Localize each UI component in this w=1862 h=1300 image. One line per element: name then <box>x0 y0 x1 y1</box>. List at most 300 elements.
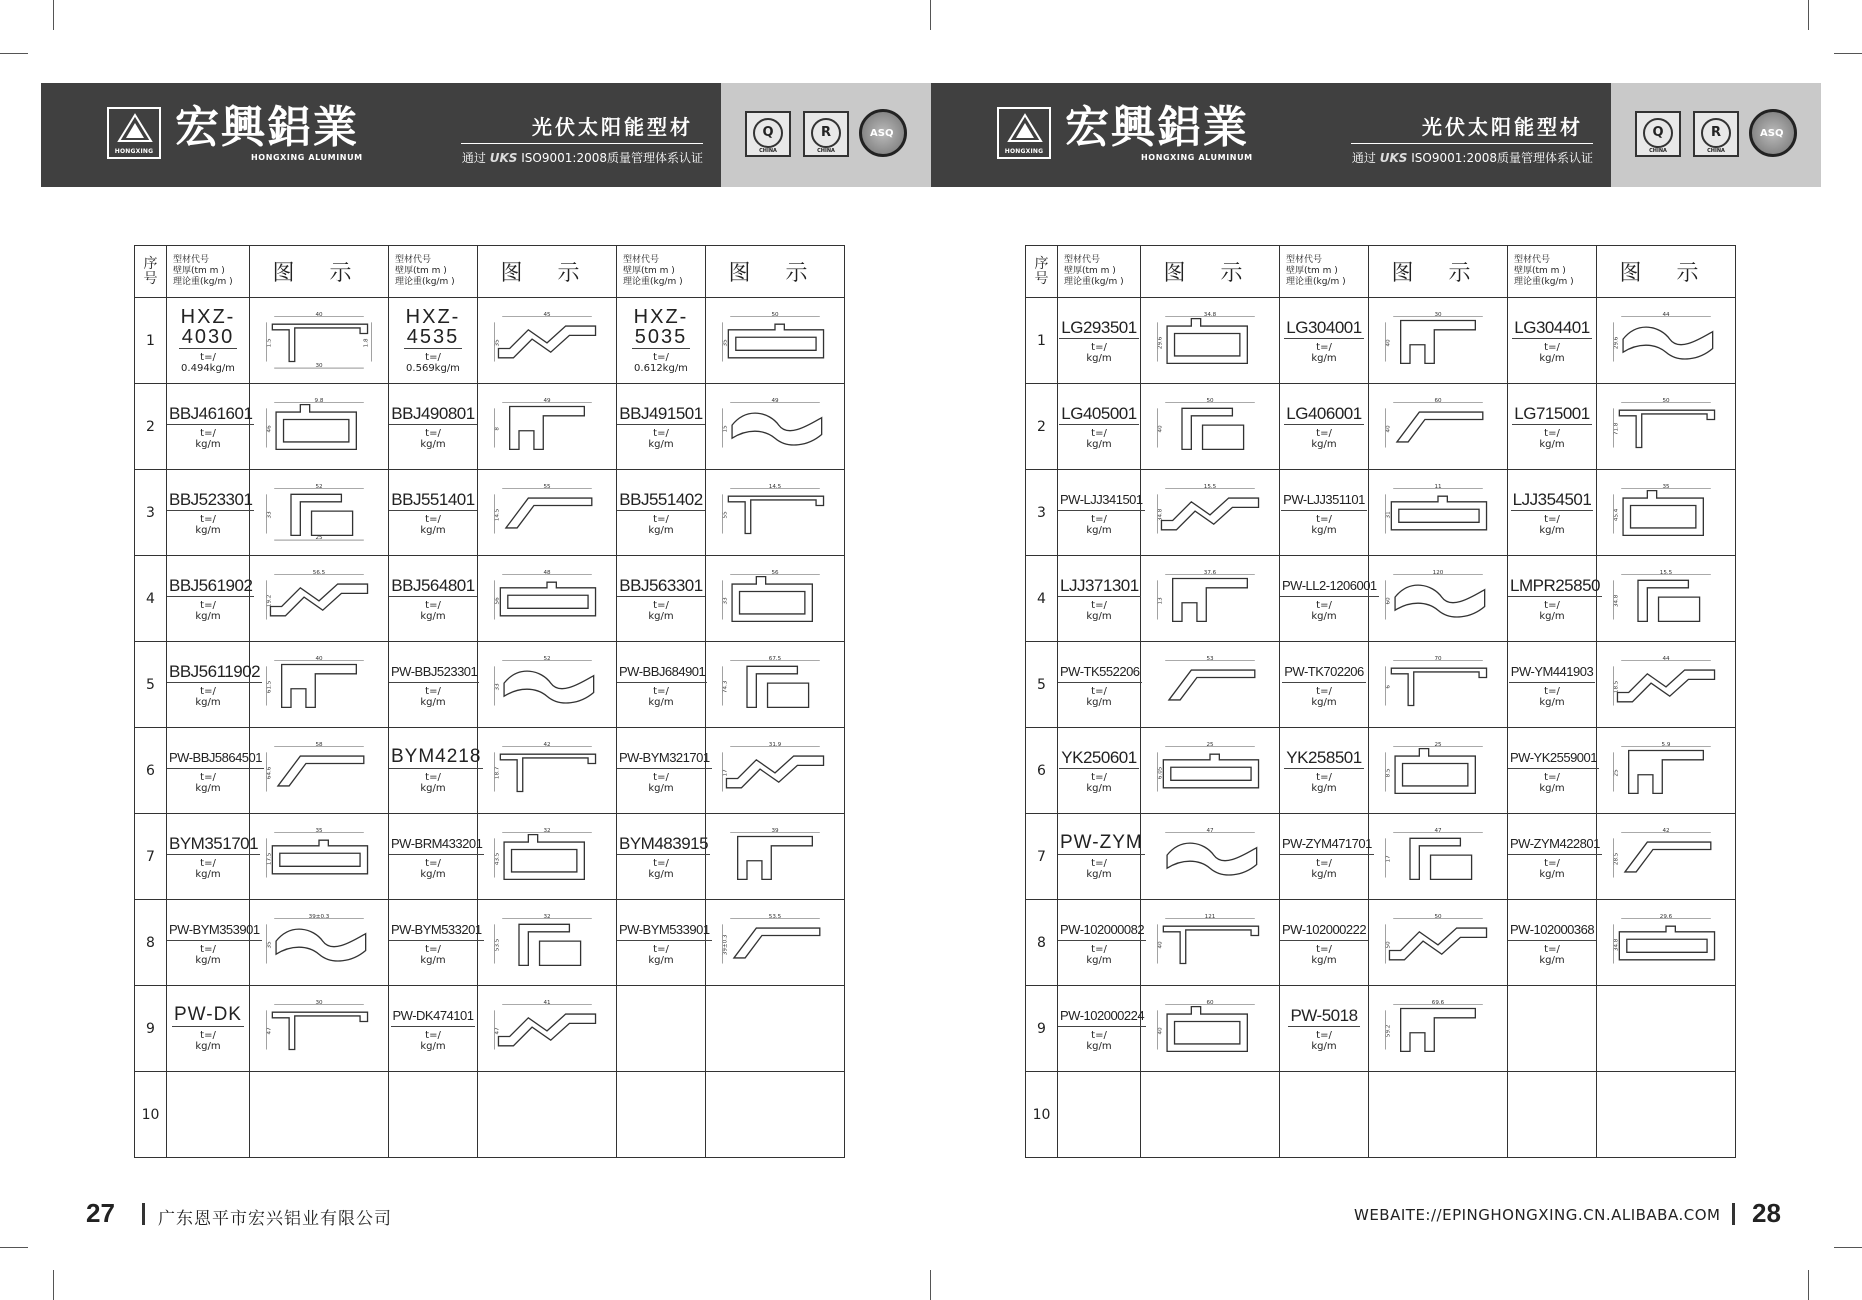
profile-outline <box>1167 843 1257 875</box>
website-text: WEBAITE://EPINGHONGXING.CN.ALIBABA.COM <box>1354 1206 1721 1224</box>
dimension-label: 50 <box>771 311 779 318</box>
dimension-label: 29.6 <box>1613 336 1620 349</box>
dimension-label: 30 <box>315 362 323 369</box>
profile-diagram <box>1382 480 1494 546</box>
dimension-label: 40 <box>315 655 323 662</box>
theoretical-weight: kg/m <box>420 783 446 794</box>
theoretical-weight: 0.494kg/m <box>181 363 235 374</box>
dimension-label: 61.5 <box>266 680 273 693</box>
column-header-code: 型材代号 壁厚(tm m ) 理论重(kg/m ) <box>167 246 250 298</box>
dimension-label: 69.6 <box>1431 999 1445 1006</box>
dimension-label: 49 <box>543 397 551 404</box>
profile-code-cell <box>1058 556 1141 642</box>
theoretical-weight: kg/m <box>1539 783 1565 794</box>
profile-figure-cell <box>478 1072 617 1158</box>
table-row <box>1026 1072 1736 1158</box>
asq-globe-icon: ASQ <box>859 109 907 157</box>
profile-outline <box>500 754 595 791</box>
profile-code-cell <box>167 298 250 384</box>
profile-diagram <box>1382 394 1494 460</box>
profile-code: PW-BYM353901 <box>167 921 262 941</box>
row-number: 6 <box>135 728 167 814</box>
crop-mark <box>1834 53 1862 54</box>
theoretical-weight: kg/m <box>648 955 674 966</box>
row-number: 8 <box>135 900 167 986</box>
profile-code: PW-BBJ5864501 <box>167 749 264 769</box>
profile-outline <box>1629 750 1704 793</box>
cert-text: ISO9001:2008质量管理体系认证 <box>1411 151 1593 165</box>
wall-thickness: t=/ <box>425 352 441 363</box>
profile-diagram <box>1382 824 1494 890</box>
wall-thickness: t=/ <box>1544 427 1560 439</box>
column-header-code: 型材代号 壁厚(tm m ) 理论重(kg/m ) <box>1058 246 1141 298</box>
profile-code: HXZ- 4030 <box>180 306 236 348</box>
wall-thickness: t=/ <box>425 772 441 783</box>
dimension-label: 60 <box>1434 397 1442 404</box>
dimension-label: 11 <box>1434 483 1442 490</box>
profile-code: PW-ZYM <box>1060 832 1143 853</box>
theoretical-weight: kg/m <box>648 868 674 880</box>
profile-code-cell <box>1508 298 1597 384</box>
row-number: 10 <box>135 1072 167 1158</box>
profile-figure-cell <box>1141 814 1280 900</box>
profile-figure-cell <box>1597 384 1736 470</box>
profile-code-cell <box>617 384 706 470</box>
profile-diagram <box>1154 652 1266 718</box>
profile-diagram <box>491 738 603 804</box>
profile-figure-cell <box>1141 728 1280 814</box>
profile-code-cell <box>167 986 250 1072</box>
profile-diagram <box>491 910 603 976</box>
profile-outline <box>1391 668 1486 705</box>
dimension-label: 40 <box>315 311 323 318</box>
dimension-label: 50 <box>1662 397 1670 404</box>
wall-thickness: t=/ <box>1316 600 1332 611</box>
dimension-label: 50 <box>1206 397 1214 404</box>
profile-diagram <box>1382 996 1494 1062</box>
table-row <box>135 900 845 986</box>
profile-code: BBJ563301 <box>619 575 703 595</box>
profile-code-cell <box>1280 1072 1369 1158</box>
profile-figure-cell <box>250 556 389 642</box>
theoretical-weight: kg/m <box>1086 955 1112 966</box>
profile-code: HXZ- 5035 <box>633 306 689 348</box>
profile-code-cell <box>389 814 483 900</box>
profile-outline <box>1161 498 1258 530</box>
profile-diagram <box>263 824 375 890</box>
profile-code-cell <box>1508 470 1597 556</box>
profile-code-cell <box>389 384 478 470</box>
theoretical-weight: kg/m <box>1086 525 1112 536</box>
profile-outline <box>504 834 584 879</box>
profile-outline <box>1617 670 1714 702</box>
profile-code: BBJ551402 <box>619 489 703 509</box>
profile-diagram <box>1154 566 1266 632</box>
profile-code-cell <box>389 1072 478 1158</box>
wall-thickness: t=/ <box>1544 686 1560 697</box>
profile-code: BYM483915 <box>619 833 709 853</box>
profile-code-cell <box>1508 728 1597 814</box>
profile-figure-cell <box>1141 556 1280 642</box>
theoretical-weight: kg/m <box>648 697 674 708</box>
profile-code: BBJ523301 <box>169 489 253 509</box>
column-header-code: 型材代号 壁厚(tm m ) 理论重(kg/m ) <box>1280 246 1369 298</box>
profile-code-cell <box>1508 642 1597 728</box>
profile-outline <box>1401 320 1476 363</box>
profile-figure-cell <box>1597 986 1736 1072</box>
profile-code-cell <box>167 728 262 814</box>
wall-thickness: t=/ <box>200 599 216 611</box>
theoretical-weight: kg/m <box>1311 782 1337 794</box>
quality-cert-badge-icon: Q CHINA <box>1635 111 1681 157</box>
profile-code-cell <box>167 814 259 900</box>
profile-outline <box>1163 926 1258 963</box>
wall-thickness: t=/ <box>425 944 441 955</box>
table-row <box>135 384 845 470</box>
profile-diagram <box>1610 566 1722 632</box>
dimension-label: 35 <box>722 338 729 346</box>
theoretical-weight: kg/m <box>1086 869 1112 880</box>
dimension-label: 34.8 <box>1613 938 1620 951</box>
row-number: 4 <box>1026 556 1058 642</box>
profile-code-cell <box>1280 728 1369 814</box>
profile-diagram <box>719 566 831 632</box>
dimension-label: 47 <box>1206 827 1214 834</box>
row-number: 7 <box>135 814 167 900</box>
table-row <box>135 986 845 1072</box>
profile-code: PW-ZYM471701 <box>1280 835 1374 855</box>
profile-figure-cell <box>1369 384 1508 470</box>
profile-outline <box>1401 1008 1476 1051</box>
dimension-label: 9.8 <box>314 397 324 404</box>
dimension-label: 39±0.3 <box>308 913 330 920</box>
profile-diagram <box>491 652 603 718</box>
profile-code-cell <box>617 814 709 900</box>
profile-figure-cell <box>250 642 389 728</box>
dimension-label: 42 <box>543 741 551 748</box>
dimension-label: 30 <box>315 999 323 1006</box>
profile-outline <box>282 664 357 707</box>
wall-thickness: t=/ <box>653 857 669 869</box>
profile-figure-cell <box>1141 900 1280 986</box>
profile-diagram <box>263 910 375 976</box>
profile-outline <box>747 666 809 707</box>
profile-code-cell <box>1280 814 1372 900</box>
footer-divider <box>1732 1203 1735 1225</box>
profile-outline <box>1391 496 1486 530</box>
profile-diagram <box>263 480 375 546</box>
profile-outline <box>732 413 822 445</box>
profile-figure-cell <box>250 900 389 986</box>
profile-figure-cell <box>1141 642 1280 728</box>
header-dark-band <box>41 83 721 187</box>
wall-thickness: t=/ <box>1544 772 1560 783</box>
dimension-label: 35 <box>266 940 273 948</box>
profile-diagram <box>491 996 603 1062</box>
profile-code-cell <box>1280 298 1369 384</box>
table-row <box>1026 642 1736 728</box>
profile-code-cell <box>389 900 482 986</box>
profile-code: BBJ561902 <box>169 575 253 595</box>
row-number: 2 <box>135 384 167 470</box>
profile-code: LG715001 <box>1514 403 1590 423</box>
profile-outline <box>276 929 366 961</box>
profile-outline <box>1619 410 1714 447</box>
profile-outline <box>1182 408 1244 449</box>
wall-thickness: t=/ <box>200 427 216 439</box>
profile-outline <box>272 840 367 874</box>
dimension-label: 31 <box>1385 510 1392 518</box>
wall-thickness: t=/ <box>653 686 669 697</box>
wall-thickness: t=/ <box>653 427 669 439</box>
page-number-right: 28 <box>1752 1198 1781 1228</box>
cert-prefix: 通过 <box>1351 151 1376 165</box>
profile-diagram <box>491 308 603 374</box>
profile-figure-cell <box>706 642 845 728</box>
profile-outline <box>1395 585 1485 617</box>
dimension-label: 64.6 <box>266 766 273 779</box>
logo-text: HONGXING <box>1004 148 1044 155</box>
profile-figure-cell <box>706 298 845 384</box>
profile-code-cell <box>167 556 253 642</box>
profile-outline <box>276 404 356 449</box>
header-badge-band <box>1611 83 1821 187</box>
cert-prefix: 通过 <box>461 151 486 165</box>
cert-logo: UKS <box>1379 151 1408 165</box>
profile-diagram <box>1610 480 1722 546</box>
column-header-figure: 图 示 <box>250 246 389 298</box>
table-row <box>135 1072 845 1158</box>
dimension-label: 60 <box>1385 596 1392 604</box>
profile-table-right <box>1025 245 1736 1158</box>
profile-outline <box>272 1012 367 1049</box>
profile-figure-cell <box>1597 642 1736 728</box>
table-row <box>1026 298 1736 384</box>
dimension-label: 60 <box>1206 999 1214 1006</box>
profile-figure-cell <box>706 384 845 470</box>
profile-code-cell <box>167 642 261 728</box>
dimension-label: 6.05 <box>1157 766 1164 779</box>
profile-outline <box>498 1014 595 1046</box>
theoretical-weight: kg/m <box>420 438 446 450</box>
wall-thickness: t=/ <box>1544 858 1560 869</box>
profile-code: BBJ490801 <box>391 403 475 423</box>
profile-code-cell <box>617 728 710 814</box>
profile-figure-cell <box>478 814 617 900</box>
wall-thickness: t=/ <box>1544 341 1560 353</box>
profile-diagram <box>1610 910 1722 976</box>
profile-figure-cell <box>706 470 845 556</box>
profile-code-cell <box>389 470 478 556</box>
theoretical-weight: kg/m <box>1086 697 1112 708</box>
dimension-label: 18.7 <box>494 766 501 779</box>
brand-name-en: HONGXING ALUMINUM <box>1141 153 1253 162</box>
wall-thickness: t=/ <box>1091 686 1107 697</box>
profile-figure-cell <box>706 986 845 1072</box>
dimension-label: 48 <box>543 569 551 576</box>
dimension-label: 53 <box>1206 655 1214 662</box>
profile-code: PW-TK552206 <box>1058 663 1142 683</box>
wall-thickness: t=/ <box>1316 427 1332 439</box>
crop-mark <box>930 0 931 30</box>
dimension-label: 52 <box>315 483 323 490</box>
dimension-label: 29.6 <box>1157 336 1164 349</box>
profile-diagram <box>1610 824 1722 890</box>
wall-thickness: t=/ <box>1316 858 1332 869</box>
row-number: 10 <box>1026 1072 1058 1158</box>
profile-diagram <box>491 394 603 460</box>
profile-code-cell <box>1058 642 1141 728</box>
profile-diagram <box>719 308 831 374</box>
profile-figure-cell <box>1597 470 1736 556</box>
profile-diagram <box>1154 910 1266 976</box>
profile-code-cell <box>1058 728 1141 814</box>
profile-figure-cell <box>1141 298 1280 384</box>
dimension-label: 74.3 <box>722 680 729 693</box>
profile-outline <box>1638 580 1700 621</box>
wall-thickness: t=/ <box>425 427 441 439</box>
profile-figure-cell <box>1369 814 1508 900</box>
profile-diagram <box>1154 308 1266 374</box>
profile-code: PW-LJJ351101 <box>1281 491 1367 511</box>
wall-thickness: t=/ <box>425 858 441 869</box>
dimension-label: 25 <box>1613 768 1620 776</box>
profile-code: PW-BRM433201 <box>389 835 484 855</box>
dimension-label: 41 <box>543 999 551 1006</box>
wall-thickness: t=/ <box>653 513 669 525</box>
theoretical-weight: kg/m <box>420 955 446 966</box>
theoretical-weight: kg/m <box>1311 438 1337 450</box>
profile-figure-cell <box>706 556 845 642</box>
profile-code-cell <box>617 470 706 556</box>
profile-code-cell <box>167 1072 250 1158</box>
theoretical-weight: kg/m <box>1086 438 1112 450</box>
profile-diagram <box>263 652 375 718</box>
profile-table-left <box>134 245 845 1158</box>
profile-figure-cell <box>1369 1072 1508 1158</box>
dimension-label: 47 <box>1434 827 1442 834</box>
profile-code-cell <box>1280 384 1369 470</box>
wall-thickness: t=/ <box>1091 341 1107 353</box>
column-header-figure: 图 示 <box>1141 246 1280 298</box>
profile-figure-cell <box>706 728 845 814</box>
theoretical-weight: kg/m <box>1086 1041 1112 1052</box>
wall-thickness: t=/ <box>1091 944 1107 955</box>
wall-thickness: t=/ <box>1316 514 1332 525</box>
dimension-label: 34.8 <box>1203 311 1217 318</box>
wall-thickness: t=/ <box>200 857 216 869</box>
dimension-label: 58 <box>315 741 323 748</box>
theoretical-weight: kg/m <box>1539 438 1565 450</box>
dimension-label: 120 <box>1432 569 1444 576</box>
profile-outline <box>1395 748 1475 793</box>
dimension-label: 15.5 <box>1659 569 1673 576</box>
profile-figure-cell <box>250 384 389 470</box>
column-header-figure: 图 示 <box>1369 246 1508 298</box>
dimension-label: 56 <box>771 569 779 576</box>
brand-name-cn: 宏興鋁業 <box>175 102 359 153</box>
profile-code: LJJ354501 <box>1512 489 1592 509</box>
column-header-code: 型材代号 壁厚(tm m ) 理论重(kg/m ) <box>389 246 478 298</box>
profile-code-cell <box>617 900 710 986</box>
column-header-figure: 图 示 <box>478 246 617 298</box>
profile-outline <box>278 756 364 786</box>
profile-outline <box>272 324 367 361</box>
profile-code-cell <box>1058 298 1141 384</box>
profile-outline <box>1623 327 1713 359</box>
profile-outline <box>1167 1006 1247 1051</box>
profile-figure-cell <box>1369 470 1508 556</box>
profile-figure-cell <box>1369 728 1508 814</box>
profile-code: PW-YM441903 <box>1509 663 1595 683</box>
profile-figure-cell <box>250 814 389 900</box>
profile-code: BBJ461601 <box>169 403 253 423</box>
profile-figure-cell <box>706 814 845 900</box>
wall-thickness: t=/ <box>653 599 669 611</box>
dimension-label: 15 <box>722 424 729 432</box>
theoretical-weight: kg/m <box>420 524 446 536</box>
theoretical-weight: kg/m <box>1311 697 1337 708</box>
profile-outline <box>1169 670 1255 700</box>
logo-text: HONGXING <box>114 148 154 155</box>
dimension-label: 50 <box>1434 913 1442 920</box>
table-row <box>1026 728 1736 814</box>
profile-code-cell <box>389 986 478 1072</box>
profile-diagram <box>1382 566 1494 632</box>
profile-code: PW-102000224 <box>1058 1007 1146 1027</box>
profile-figure-cell <box>1369 986 1508 1072</box>
dimension-label: 30 <box>1434 311 1442 318</box>
dimension-label: 5.9 <box>1661 741 1671 748</box>
wall-thickness: t=/ <box>1316 1029 1332 1041</box>
profile-diagram <box>719 824 831 890</box>
profile-code: PW-BBJ684901 <box>617 663 707 683</box>
profile-diagram <box>263 738 375 804</box>
theoretical-weight: kg/m <box>1086 352 1112 364</box>
table-row <box>135 728 845 814</box>
profile-outline <box>504 671 594 703</box>
profile-code-cell <box>389 728 482 814</box>
dimension-label: 37.6 <box>1203 569 1217 576</box>
crop-mark <box>1808 0 1809 30</box>
theoretical-weight: kg/m <box>195 524 221 536</box>
profile-code-cell <box>617 1072 706 1158</box>
profile-diagram <box>719 910 831 976</box>
profile-code: LG293501 <box>1061 317 1137 337</box>
dimension-label: 35 <box>494 338 501 346</box>
dimension-label: 1.8 <box>363 337 370 347</box>
profile-outline <box>270 584 367 616</box>
profile-figure-cell <box>1141 384 1280 470</box>
column-header-code: 型材代号 壁厚(tm m ) 理论重(kg/m ) <box>1508 246 1597 298</box>
wall-thickness: t=/ <box>1091 1030 1107 1041</box>
certification-line <box>462 149 703 166</box>
wall-thickness: t=/ <box>425 599 441 611</box>
profile-figure-cell <box>1597 298 1736 384</box>
profile-figure-cell <box>478 900 617 986</box>
profile-diagram <box>491 824 603 890</box>
dimension-label: 13 <box>1157 596 1164 604</box>
theoretical-weight: kg/m <box>420 697 446 708</box>
profile-code: PW-YK2559001 <box>1508 749 1599 769</box>
profile-diagram <box>719 394 831 460</box>
profile-code: PW-BYM533201 <box>389 921 484 941</box>
profile-diagram <box>1154 738 1266 804</box>
profile-figure-cell <box>250 986 389 1072</box>
theoretical-weight: kg/m <box>1311 1040 1337 1052</box>
profile-code-cell <box>1058 900 1145 986</box>
profile-diagram <box>1154 480 1266 546</box>
